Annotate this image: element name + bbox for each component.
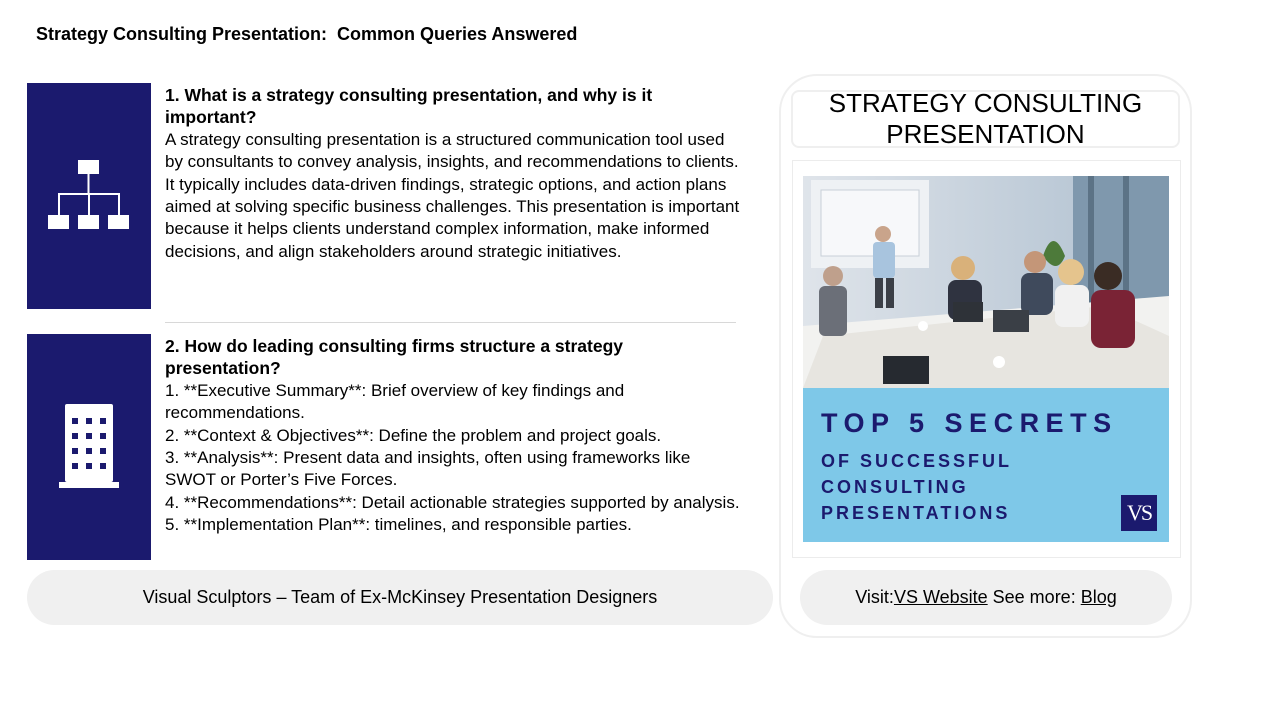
faq-divider (165, 322, 736, 323)
faq-answer-1: A strategy consulting presentation is a structured communication tool used by consultants to convey analysis, insights, and recommendations to clients. It typically includes data-driven findings, strategic options, and action plans aimed at solving specific business challenges. This presentation is important because it helps clients understand complex information, make informed decisions, and align stakeholders around strategic initiatives. (165, 129, 740, 261)
meeting-photo (803, 176, 1169, 388)
office-building-icon-tile (27, 334, 151, 560)
faq-item-1 (165, 84, 740, 263)
org-chart-icon (48, 160, 130, 232)
faq-answer-2-line-5: 5. **Implementation Plan**: timelines, and responsible parties. (165, 515, 632, 535)
faq-question-1: 1. What is a strategy consulting presentation, and why is it important? (165, 85, 653, 128)
vs-logo: VS (1121, 495, 1157, 531)
see-more-label: See more: (987, 587, 1081, 607)
meeting-photo-illustration (803, 176, 1169, 388)
faq-answer-2-line-1: 1. **Executive Summary**: Brief overview of key findings and recommendations. (165, 380, 625, 423)
org-chart-icon-tile (27, 83, 151, 309)
side-card-title: STRATEGY CONSULTING PRESENTATION (791, 90, 1180, 148)
faq-item-2 (165, 335, 740, 537)
page-title: Strategy Consulting Presentation: Common Queries Answered (36, 24, 578, 44)
company-tagline: Visual Sculptors – Team of Ex-McKinsey Presentation Designers (142, 587, 658, 607)
banner-subline-2: CONSULTING (821, 477, 969, 497)
links-pill (800, 570, 1172, 625)
vs-website-link[interactable]: VS Website (893, 587, 988, 607)
company-tagline-pill (27, 570, 773, 625)
promo-banner (803, 388, 1169, 542)
faq-answer-2-line-3: 3. **Analysis**: Present data and insights, often using frameworks like SWOT or Porter’s Five Forces. (165, 448, 691, 490)
faq-question-2: 2. How do leading consulting firms structure a strategy presentation? (165, 336, 623, 379)
banner-headline: TOP 5 SECRETS (821, 408, 1118, 438)
banner-subline-1: OF SUCCESSFUL (821, 451, 1013, 471)
faq-answer-2-line-4: 4. **Recommendations**: Detail actionable strategies supported by analysis. (165, 492, 740, 512)
blog-link[interactable]: Blog (1080, 587, 1117, 607)
faq-answer-2-line-2: 2. **Context & Objectives**: Define the problem and project goals. (165, 425, 662, 445)
office-building-icon (59, 404, 119, 490)
visit-label: Visit: (855, 587, 894, 607)
banner-subline-3: PRESENTATIONS (821, 503, 1011, 523)
